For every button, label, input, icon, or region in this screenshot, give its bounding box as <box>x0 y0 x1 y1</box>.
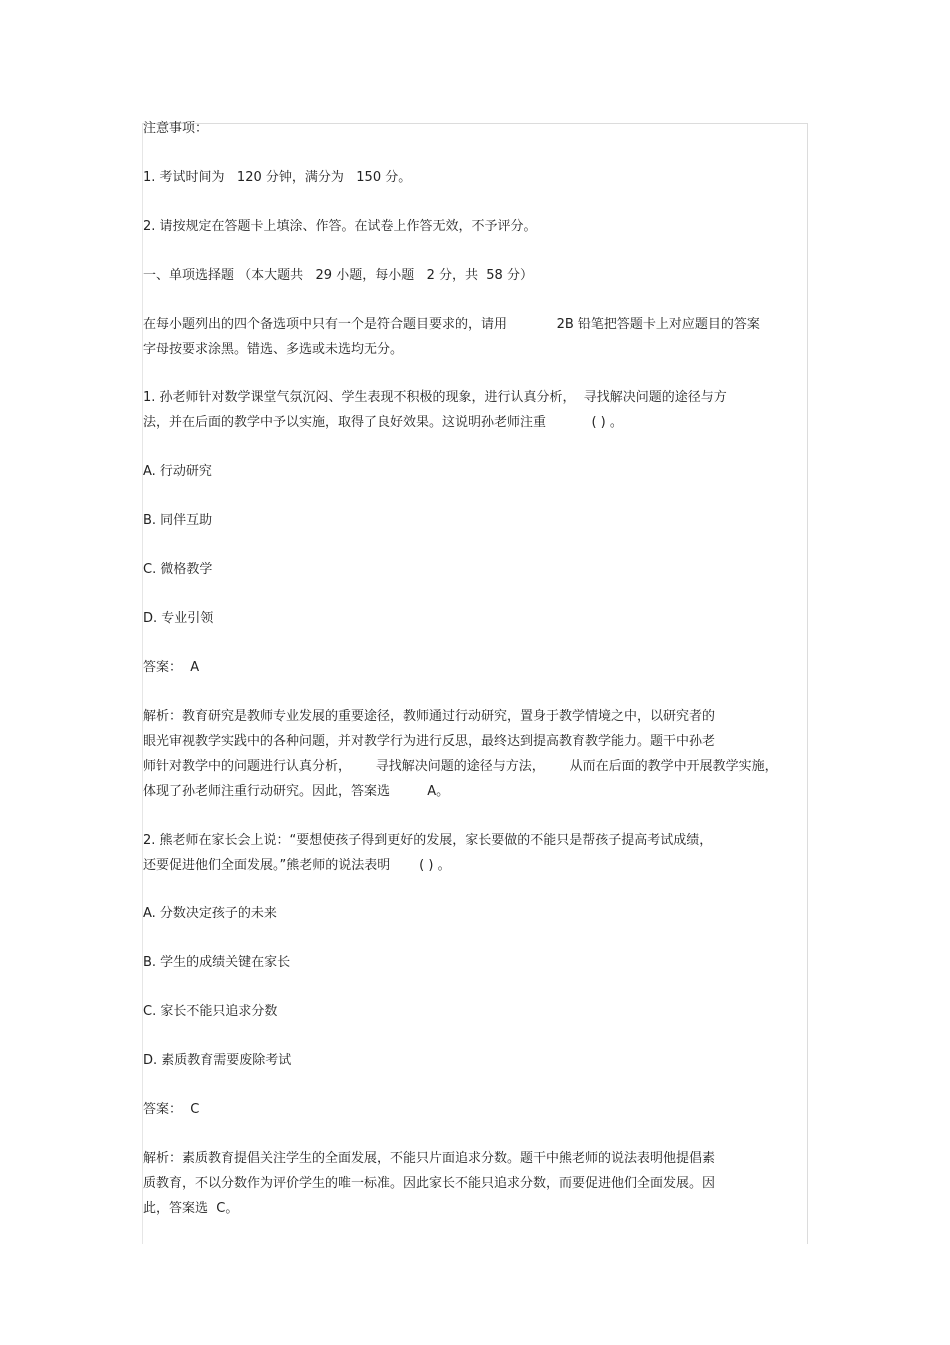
notice-heading: 注意事项： <box>143 121 209 136</box>
notice-item: 2. 请按规定在答题卡上填涂、作答。在试卷上作答无效，不予评分。 <box>143 219 537 234</box>
section-title: 一、单项选择题 （本大题共 29 小题，每小题 2 分，共 58 分） <box>143 268 533 283</box>
page-frame <box>142 123 808 1244</box>
option-b: B. 同伴互助 <box>143 513 213 528</box>
analysis-line: 体现了孙老师注重行动研究。因此，答案选 A。 <box>143 784 450 799</box>
option-d: D. 素质教育需要废除考试 <box>143 1053 292 1068</box>
analysis-line: 眼光审视教学实践中的各种问题，并对教学行为进行反思，最终达到提高教育教学能力。题干中孙老 <box>143 734 716 749</box>
notice-item: 1. 考试时间为 120 分钟，满分为 150 分。 <box>143 170 412 185</box>
option-c: C. 家长不能只追求分数 <box>143 1004 278 1019</box>
option-c: C. 微格教学 <box>143 562 213 577</box>
question-stem: 2. 熊老师在家长会上说：“要想使孩子得到更好的发展，家长要做的不能只是帮孩子提高考试成绩， <box>143 833 713 848</box>
option-d: D. 专业引领 <box>143 611 214 626</box>
section-instructions: 字母按要求涂黑。错选、多选或未选均无分。 <box>143 342 404 357</box>
answer: 答案： A <box>143 660 200 675</box>
option-b: B. 学生的成绩关键在家长 <box>143 955 291 970</box>
analysis-line: 解析：素质教育提倡关注学生的全面发展，不能只片面追求分数。题干中熊老师的说法表明他提倡素 <box>143 1151 716 1166</box>
analysis-line: 解析：教育研究是教师专业发展的重要途径，教师通过行动研究，置身于教学情境之中，以研究者的 <box>143 709 716 724</box>
option-a: A. 行动研究 <box>143 464 212 479</box>
answer: 答案： C <box>143 1102 200 1117</box>
option-a: A. 分数决定孩子的未来 <box>143 906 277 921</box>
analysis-line: 此，答案选 C。 <box>143 1201 239 1216</box>
analysis-line: 师针对教学中的问题进行认真分析， 寻找解决问题的途径与方法， 从而在后面的教学中开展教学实施， <box>143 759 778 774</box>
section-instructions: 在每小题列出的四个备选项中只有一个是符合题目要求的，请用 2B 铅笔把答题卡上对应题目的答案 <box>143 317 760 332</box>
question-stem: 法，并在后面的教学中予以实施，取得了良好效果。这说明孙老师注重 ( ) 。 <box>143 415 623 430</box>
question-stem: 还要促进他们全面发展。”熊老师的说法表明 ( ) 。 <box>143 858 451 873</box>
question-stem: 1. 孙老师针对数学课堂气氛沉闷、学生表现不积极的现象，进行认真分析， 寻找解决问题的途径与方 <box>143 390 727 405</box>
analysis-line: 质教育，不以分数作为评价学生的唯一标准。因此家长不能只追求分数，而要促进他们全面发展。因 <box>143 1176 716 1191</box>
